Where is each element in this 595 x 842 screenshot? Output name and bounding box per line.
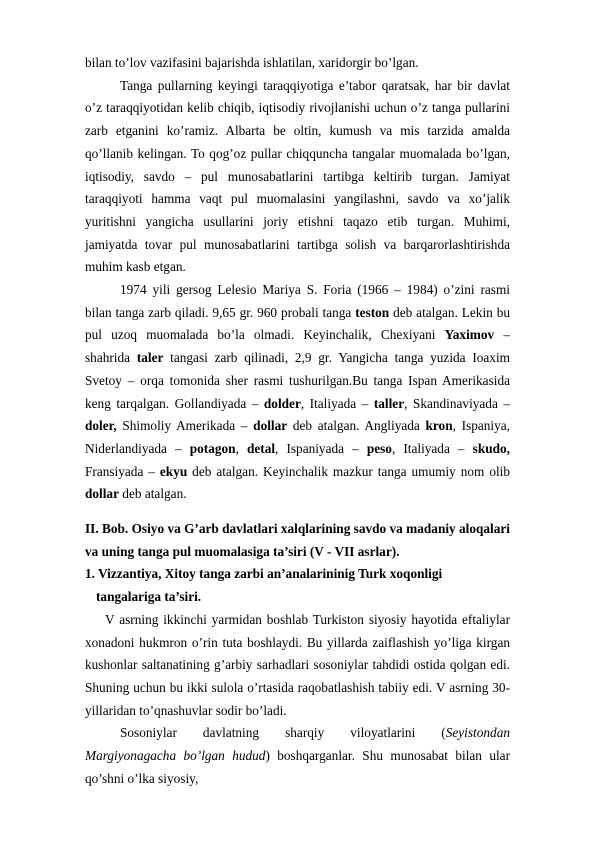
section-heading-line2: tangalariga ta’siri. — [96, 589, 202, 605]
term-skudo: skudo, — [472, 440, 510, 456]
term-taler: taler — [136, 350, 164, 366]
italic-region: Seyistondan Margiyonagacha bo’lgan hudud — [85, 725, 510, 764]
paragraph-coin-names: 1974 yili gersog Lelesio Mariya S. Foria (1966 – 1984) o’zini rasmi bilan tanga zarb qiladi. 9,65 gr. 960 probali tanga teston deb atalgan. Lekin bu pul uzoq muomalada bo’la olmadi. Keyinchalik, Chexiyani Yaximov – shahrida taler tangasi zarb qilinadi, 2,9 gr. Yangicha tanga yuzida Ioaxim Svetoy – orqa tomonida sher rasmi tushurilgan.Bu tanga Ispan Amerikasida keng tarqalgan. Gollandiyada – dolder, Italiyada – taller, Skandinaviyada – doler, Shimoliy Amerikada – dollar deb atalgan. Angliyada kron, Ispaniya, Niderlandiyada – potagon, detal, Ispaniyada – peso, Italiyada – skudo, Fransiyada – ekyu deb atalgan. Keyinchalik mazkur tanga umumiy nom olib dollar deb atalgan. — [85, 282, 511, 502]
term-detal: detal — [246, 440, 276, 456]
term-teston: teston — [355, 304, 390, 320]
term-peso: peso — [366, 440, 392, 456]
term-ekyu: ekyu — [159, 463, 188, 479]
section-heading-line1: 1. Vizzantiya, Xitoy tanga zarbi an’analarininig Turk xoqonligi — [85, 566, 443, 582]
document-page — [85, 52, 510, 791]
term-potagon: potagon — [189, 440, 236, 456]
chapter-heading: II. Bob. Osiyo va G’arb davlatlari xalqlarining savdo va madaniy aloqalari va uning tanga pul muomalasiga ta’siri (V - VII asrlar). — [85, 521, 510, 559]
paragraph-coin-development: Tanga pullarning keyingi taraqqiyotiga e’tabor qaratsak, har bir davlat o’z taraqqiyotidan kelib chiqib, iqtisodiy rivojlanishi uchun o’z tanga pullarini zarb etganini ko’ramiz. Albarta be oltin, kumush va mis tarzida amalda qo’llanib kelingan. To qog’oz pullar chiqquncha tangalar muomalada bo’lgan, iqtisodiy, savdo – pul munosabatlarini tartibga keltirib turgan. Jamiyat taraqqiyoti hamma vaqt pul muomalasini yangilashni, savdo va xo’jalik yuritishni yangicha usullarini joriy etishni taqazo etib turgan. Muhimi, jamiyatda tovar pul munosabatlarini tartibga solish va barqarorlashtirishda muhim kasb etgan. — [85, 77, 510, 275]
paragraph-eftaliylar: V asrning ikkinchi yarmidan boshlab Turkiston siyosiy hayotida eftaliylar xonadoni hukmron o’rin tuta boshlaydi. Bu yillarda zaiflashish yo’liga kirgan kushonlar saltanatining g’arbiy sarhadlari sosoniylar tahdidi ostida qolgan edi. Shuning uchun bu ikki sulola o’rtasida raqobatlashish tabiiy edi. V asrning 30-yillaridan to’qnashuvlar sodir bo’ladi. — [85, 611, 510, 718]
term-yaximov: Yaximov — [444, 327, 495, 343]
term-kron: kron — [425, 418, 453, 434]
section-spacer — [85, 506, 510, 518]
term-dollar: dollar — [253, 418, 288, 434]
term-dolder: dolder — [263, 395, 301, 411]
term-dollar-final: dollar — [85, 486, 119, 502]
paragraph-continuation: bilan to’lov vazifasini bajarishda ishlatilan, xaridorgir bo’lgan. — [85, 55, 419, 70]
term-taller: taller — [373, 395, 405, 411]
term-doler: doler, — [85, 418, 117, 434]
paragraph-sosoniylar: Sosoniylar davlatning sharqiy viloyatlarini (Seyistondan Margiyonagacha bo’lgan hudud) boshqarganlar. Shu munosabat bilan ular qo’shni o’lka siyosiy, — [85, 725, 510, 786]
